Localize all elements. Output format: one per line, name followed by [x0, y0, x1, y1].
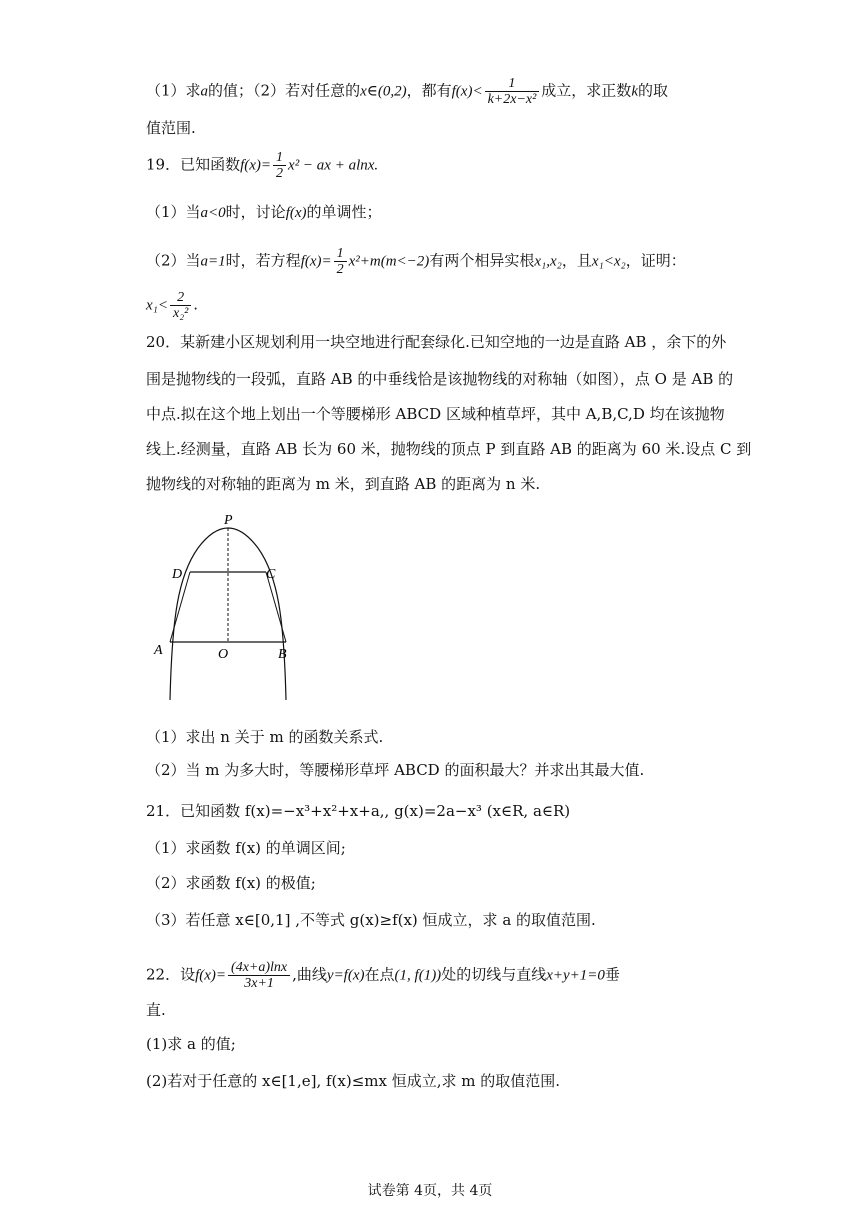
- q19-part1: （1）当a<0时，讨论f(x)的单调性；: [146, 203, 382, 221]
- label-p: P: [224, 513, 233, 528]
- label-o: O: [218, 647, 229, 662]
- q19-part2: （2）当a=1时，若方程f(x)= $\frac{1}{2}$ x²+m(m<−2)有两个相异实根x₁,x₂，且x₁<x₂，证明：: [146, 246, 686, 277]
- q22-stem-cont: 直.: [146, 1001, 166, 1019]
- q20-line3: 中点.拟在这个地上划出一个等腰梯形 ABCD 区域种植草坪，其中 A,B,C,D 均在该抛物: [146, 405, 725, 423]
- q20-part2: （2）当 m 为多大时，等腰梯形草坪 ABCD 的面积最大？并求出其最大值.: [146, 761, 645, 779]
- q22-part1: (1)求 a 的值;: [146, 1035, 236, 1053]
- page-footer: 试卷第 4页，共 4页: [367, 1183, 493, 1199]
- q21-part2: （2）求函数 f(x) 的极值;: [146, 874, 316, 892]
- q20-line2: 围是抛物线的一段弧，直路 AB 的中垂线恰是该抛物线的对称轴（如图），点 O 是 AB 的: [146, 370, 734, 388]
- q20-line5: 抛物线的对称轴的距离为 m 米，到直路 AB 的距离为 n 米.: [146, 475, 541, 493]
- q19-part2-cont: x₁< $\frac{2}{\text{x₂²}}$ .: [146, 290, 199, 321]
- label-c: C: [266, 567, 276, 582]
- label-d: D: [172, 567, 183, 582]
- q20-line4: 线上.经测量，直路 AB 长为 60 米，抛物线的顶点 P 到直路 AB 的距离为 60 米.设点 C 到: [146, 440, 752, 458]
- q21-stem: 21．已知函数 f(x)=−x³+x²+x+a,, g(x)=2a−x³ (x∈R, a∈R): [146, 802, 571, 820]
- line-ad: [170, 572, 190, 642]
- q19-stem: 19．已知函数f(x)= $\frac{1}{2}$ x² − ax + alnx.: [146, 150, 379, 181]
- q21-part1: （1）求函数 f(x) 的单调区间;: [146, 839, 346, 857]
- q18-line1: （1）求a的值；（2）若对任意的x∈(0,2)，都有f(x)< $\frac{1}{\text{k+2x−x²}}$ 成立，求正数k的取: [146, 76, 668, 107]
- label-b: B: [278, 647, 287, 662]
- parabola-figure: [150, 508, 300, 706]
- q21-part3: （3）若任意 x∈[0,1] ,不等式 g(x)≥f(x) 恒成立，求 a 的取值范围.: [146, 911, 596, 929]
- q20-part1: （1）求出 n 关于 m 的函数关系式.: [146, 728, 384, 746]
- q18-line2: 值范围.: [146, 119, 196, 137]
- q20-line1: 20．某新建小区规划利用一块空地进行配套绿化.已知空地的一边是直路 AB ，余下的外: [146, 333, 727, 351]
- fraction: $\frac{1}{\text{k+2x−x²}}$: [485, 76, 540, 107]
- q22-part2: (2)若对于任意的 x∈[1,e], f(x)≤mx 恒成立,求 m 的取值范围.: [146, 1072, 561, 1090]
- line-bc: [266, 572, 286, 642]
- label-a: A: [154, 643, 163, 658]
- q22-stem: 22．设f(x)= $\frac{(4x+a)\ln x}{3x+1}$ ,曲线y=f(x)在点(1, f(1))处的切线与直线x+y+1=0垂: [146, 960, 620, 991]
